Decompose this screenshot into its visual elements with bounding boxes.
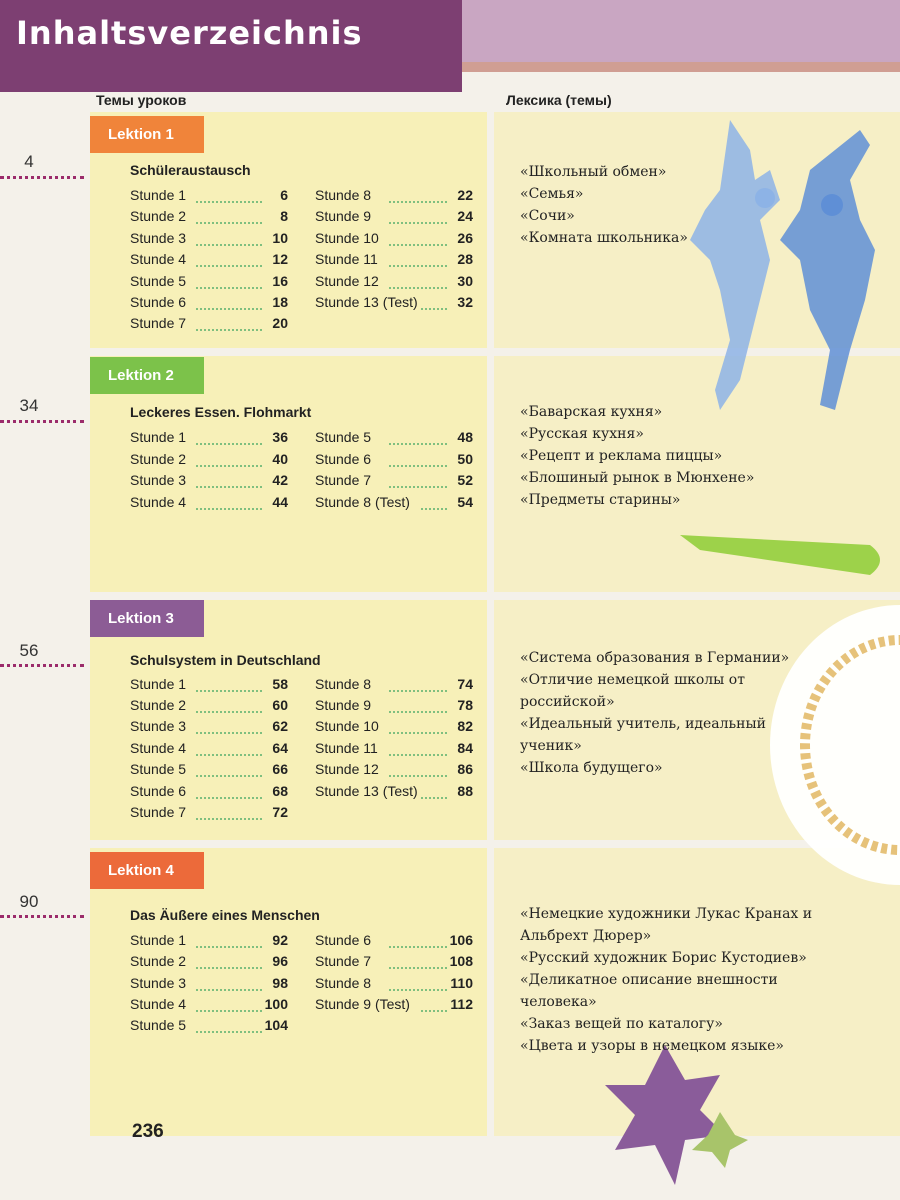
- lesson-row: [130, 208, 288, 228]
- row-label: Stunde 12: [315, 761, 379, 777]
- row-label: Stunde 2: [130, 953, 187, 969]
- lesson-4-tab[interactable]: Lektion 4: [90, 852, 204, 889]
- row-page: 98: [272, 975, 288, 991]
- lesson-row: [315, 783, 473, 803]
- page-number: 236: [132, 1121, 164, 1142]
- row-label: Stunde 5: [130, 1017, 187, 1033]
- lesson-row: [130, 294, 288, 314]
- page-leader-dots: [0, 176, 84, 179]
- lesson-4-topics: [520, 903, 860, 1057]
- row-label: Stunde 8 (Test): [315, 494, 410, 510]
- row-page: 84: [457, 740, 473, 756]
- lesson-row: [130, 187, 288, 207]
- row-page: 26: [457, 230, 473, 246]
- row-page: 12: [272, 251, 288, 267]
- topic-item: «Деликатное описание внешности человека»: [520, 972, 778, 1010]
- lesson-row: [130, 494, 288, 514]
- lesson-row: [315, 251, 473, 271]
- row-page: 68: [272, 783, 288, 799]
- row-label: Stunde 12: [315, 273, 379, 289]
- lesson-row: [130, 251, 288, 271]
- row-label: Stunde 3: [130, 718, 187, 734]
- row-label: Stunde 3: [130, 230, 187, 246]
- row-label: Stunde 9: [315, 208, 372, 224]
- row-label: Stunde 4: [130, 494, 187, 510]
- row-page: 16: [272, 273, 288, 289]
- topic-item: «Рецепт и реклама пиццы»: [520, 448, 723, 464]
- row-label: Stunde 1: [130, 187, 187, 203]
- row-label: Stunde 10: [315, 718, 379, 734]
- row-label: Stunde 4: [130, 996, 187, 1012]
- topic-item: «Школьный обмен»: [520, 164, 667, 180]
- row-page: 100: [264, 996, 288, 1012]
- row-page: 44: [272, 494, 288, 510]
- topic-item: «Семья»: [520, 186, 584, 202]
- lesson-1-start-page: 4: [24, 152, 34, 171]
- row-label: Stunde 2: [130, 451, 187, 467]
- row-label: Stunde 6: [315, 932, 372, 948]
- row-label: Stunde 7: [130, 804, 187, 820]
- topic-item: «Русский художник Борис Кустодиев»: [520, 950, 807, 966]
- lesson-row: [315, 761, 473, 781]
- row-page: 74: [457, 676, 473, 692]
- dancers-silhouette-illustration: [660, 110, 900, 440]
- lesson-row: [315, 740, 473, 760]
- topic-item: «Система образования в Германии»: [520, 650, 790, 666]
- topic-item: «Сочи»: [520, 208, 575, 224]
- lesson-1-topics: [520, 161, 860, 249]
- lesson-3-topics: [520, 647, 860, 779]
- row-page: 108: [449, 953, 473, 969]
- lesson-row: [130, 273, 288, 293]
- row-label: Stunde 8: [315, 187, 372, 203]
- row-page: 62: [272, 718, 288, 734]
- row-label: Stunde 4: [130, 251, 187, 267]
- row-page: 96: [272, 953, 288, 969]
- topic-item: «Русская кухня»: [520, 426, 644, 442]
- row-page: 64: [272, 740, 288, 756]
- lesson-row: [315, 472, 473, 492]
- row-page: 40: [272, 451, 288, 467]
- row-page: 50: [457, 451, 473, 467]
- row-page: 10: [272, 230, 288, 246]
- row-page: 30: [457, 273, 473, 289]
- row-page: 20: [272, 315, 288, 331]
- row-label: Stunde 5: [130, 761, 187, 777]
- lesson-row: [315, 451, 473, 471]
- topic-item: «Немецкие художники Лукас Кранах и Альбрехт Дюрер»: [520, 906, 813, 944]
- lesson-row: [130, 761, 288, 781]
- topic-item: «Идеальный учитель, идеальный ученик»: [520, 716, 766, 754]
- lesson-row: [130, 676, 288, 696]
- lesson-row: [315, 718, 473, 738]
- row-page: 28: [457, 251, 473, 267]
- row-page: 8: [280, 208, 288, 224]
- lesson-row: [315, 273, 473, 293]
- row-page: 24: [457, 208, 473, 224]
- lesson-row: [130, 451, 288, 471]
- row-label: Stunde 1: [130, 429, 187, 445]
- row-page: 82: [457, 718, 473, 734]
- row-label: Stunde 5: [315, 429, 372, 445]
- lesson-row: [130, 230, 288, 250]
- page-leader-dots: [0, 420, 84, 423]
- lesson-3-start-page: 56: [19, 641, 39, 660]
- lesson-1-title: Schüleraustausch: [130, 162, 251, 178]
- lesson-3-tab[interactable]: Lektion 3: [90, 600, 204, 637]
- row-page: 72: [272, 804, 288, 820]
- lesson-2-topics: [520, 401, 860, 511]
- lesson-row: [315, 187, 473, 207]
- topic-item: «Отличие немецкой школы от российской»: [520, 672, 745, 710]
- lesson-row: [315, 953, 473, 973]
- topic-item: «Комната школьника»: [520, 230, 688, 246]
- row-page: 52: [457, 472, 473, 488]
- row-label: Stunde 7: [130, 315, 187, 331]
- row-label: Stunde 11: [315, 251, 378, 267]
- row-label: Stunde 1: [130, 932, 187, 948]
- row-label: Stunde 8: [315, 975, 372, 991]
- row-label: Stunde 13 (Test): [315, 783, 418, 799]
- lesson-row: [315, 208, 473, 228]
- row-page: 42: [272, 472, 288, 488]
- lesson-row: [130, 953, 288, 973]
- row-label: Stunde 4: [130, 740, 187, 756]
- lesson-row: [315, 294, 473, 314]
- green-knife-illustration: [680, 520, 890, 590]
- lesson-row: [315, 494, 473, 514]
- lesson-row: [315, 429, 473, 449]
- lesson-row: [130, 804, 288, 824]
- header-stripe: [462, 62, 900, 72]
- lesson-row: [315, 676, 473, 696]
- row-label: Stunde 2: [130, 208, 187, 224]
- topic-item: «Школа будущего»: [520, 760, 663, 776]
- row-label: Stunde 3: [130, 975, 187, 991]
- row-label: Stunde 7: [315, 472, 372, 488]
- row-label: Stunde 2: [130, 697, 187, 713]
- lesson-row: [130, 472, 288, 492]
- lesson-2-tab[interactable]: Lektion 2: [90, 357, 204, 394]
- topic-item: «Блошиный рынок в Мюнхене»: [520, 470, 755, 486]
- row-page: 106: [449, 932, 473, 948]
- lesson-row: [315, 230, 473, 250]
- row-page: 88: [457, 783, 473, 799]
- row-label: Stunde 8: [315, 676, 372, 692]
- row-label: Stunde 7: [315, 953, 372, 969]
- row-page: 58: [272, 676, 288, 692]
- topic-item: «Заказ вещей по каталогу»: [520, 1016, 723, 1032]
- row-label: Stunde 6: [130, 294, 187, 310]
- lesson-row: [130, 740, 288, 760]
- row-page: 60: [272, 697, 288, 713]
- lesson-row: [130, 429, 288, 449]
- lesson-2-title: Leckeres Essen. Flohmarkt: [130, 404, 312, 420]
- lesson-row: [315, 975, 473, 995]
- small-leaf-illustration: [690, 1110, 750, 1170]
- lesson-1-tab[interactable]: Lektion 1: [90, 116, 204, 153]
- lesson-4-start-page: 90: [19, 892, 39, 911]
- row-label: Stunde 3: [130, 472, 187, 488]
- header-decoration: [462, 0, 900, 62]
- row-page: 54: [457, 494, 473, 510]
- lesson-row: [315, 996, 473, 1016]
- topic-item: «Предметы старины»: [520, 492, 681, 508]
- row-label: Stunde 9: [315, 697, 372, 713]
- page-leader-dots: [0, 664, 84, 667]
- row-page: 78: [457, 697, 473, 713]
- row-label: Stunde 6: [315, 451, 372, 467]
- row-page: 18: [272, 294, 288, 310]
- row-page: 32: [457, 294, 473, 310]
- topic-item: «Цвета и узоры в немецком языке»: [520, 1038, 784, 1054]
- lesson-row: [130, 718, 288, 738]
- row-page: 86: [457, 761, 473, 777]
- row-page: 6: [280, 187, 288, 203]
- lesson-row: [130, 783, 288, 803]
- lesson-row: [130, 697, 288, 717]
- row-page: 110: [450, 975, 473, 991]
- row-page: 112: [450, 996, 473, 1012]
- lesson-3-title: Schulsystem in Deutschland: [130, 652, 321, 668]
- row-label: Stunde 13 (Test): [315, 294, 418, 310]
- lesson-row: [315, 932, 473, 952]
- row-page: 48: [457, 429, 473, 445]
- row-page: 104: [264, 1017, 288, 1033]
- lesson-row: [130, 996, 288, 1016]
- row-page: 66: [272, 761, 288, 777]
- lesson-row: [315, 697, 473, 717]
- lesson-4-title: Das Äußere eines Menschen: [130, 907, 320, 923]
- lesson-row: [130, 932, 288, 952]
- lesson-2-start-page: 34: [19, 396, 39, 415]
- row-label: Stunde 6: [130, 783, 187, 799]
- page-leader-dots: [0, 915, 84, 918]
- row-page: 22: [457, 187, 473, 203]
- row-label: Stunde 10: [315, 230, 379, 246]
- lesson-row: [130, 315, 288, 335]
- row-label: Stunde 9 (Test): [315, 996, 410, 1012]
- row-page: 36: [272, 429, 288, 445]
- column-heading-topics: Темы уроков: [96, 92, 187, 108]
- page-title: Inhaltsverzeichnis: [16, 14, 363, 52]
- lesson-row: [130, 1017, 288, 1037]
- row-page: 92: [272, 932, 288, 948]
- lesson-row: [130, 975, 288, 995]
- row-label: Stunde 5: [130, 273, 187, 289]
- row-label: Stunde 1: [130, 676, 187, 692]
- row-label: Stunde 11: [315, 740, 378, 756]
- topic-item: «Баварская кухня»: [520, 404, 663, 420]
- column-heading-vocabulary: Лексика (темы): [506, 92, 612, 108]
